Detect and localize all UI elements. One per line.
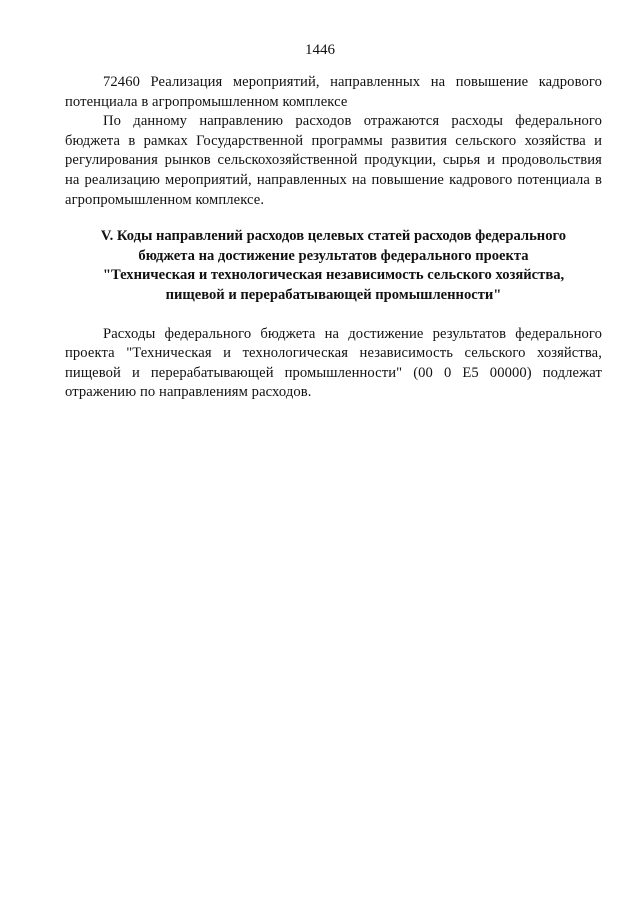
expense-code-title: 72460 Реализация мероприятий, направленных на повышение кадрового потенциала в агропромышленном комплексе: [65, 74, 602, 110]
section-heading-line-3: "Техническая и технологическая независимость сельского хозяйства,: [102, 267, 565, 284]
page-content: [65, 73, 602, 403]
expense-code-description: По данному направлению расходов отражаются расходы федерального бюджета в рамках Государственной программы развития сельского хозяйства и регулирования рынков сельскохозяйственной продукции, сырья и продовольствия на реализацию мероприятий, направленных на повышение кадрового потенциала в агропромышленном комплексе.: [65, 113, 602, 208]
section-body-paragraph: Расходы федерального бюджета на достижение результатов федерального проекта "Техническая и технологическая независимость сельского хозяйства, пищевой и перерабатывающей промышленности" (00 0 E5 00000) подлежат отражению по направлениям расходов.: [65, 325, 602, 401]
section-heading-line-2: бюджета на достижение результатов федерального проекта: [138, 247, 529, 264]
section-heading: [65, 227, 602, 305]
section-heading-line-1: V. Коды направлений расходов целевых статей расходов федерального: [100, 228, 567, 245]
page-number: 1446: [305, 42, 335, 58]
section-heading-line-4: пищевой и перерабатывающей промышленности": [165, 286, 502, 303]
